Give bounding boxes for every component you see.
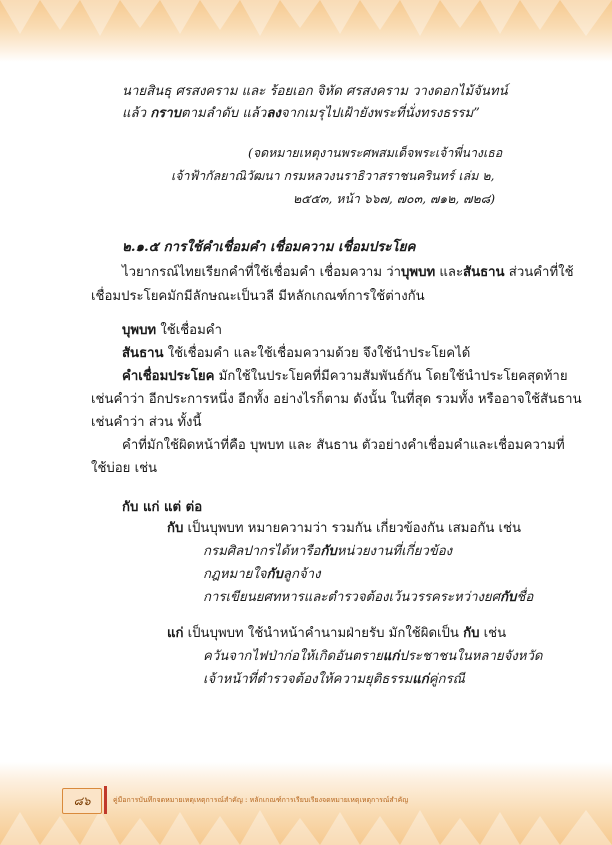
text-span: ส่วนคำที่ใช้ bbox=[504, 265, 574, 280]
text-span: ควันจากไฟป่าก่อให้เกิดอันตราย bbox=[203, 649, 383, 664]
example-group-title: กับ แก่ แต่ ต่อ bbox=[122, 500, 203, 515]
highlight-word: กับ bbox=[463, 626, 480, 641]
text-span: ไวยากรณ์ไทยเรียกคำที่ใช้เชื่อมคำ เชื่อมความ ว่า bbox=[122, 265, 402, 280]
definition-bupphabot bbox=[122, 323, 222, 339]
example-kae-sentence-1 bbox=[203, 649, 542, 665]
paragraph-1-line-1 bbox=[122, 265, 574, 281]
section-heading: ๒.๑.๕ การใช้คำเชื่อมคำ เชื่อมความ เชื่อมประโยค bbox=[122, 239, 416, 255]
term-bupphabot: บุพบท bbox=[401, 265, 436, 280]
quote-line-2 bbox=[122, 106, 480, 122]
text-span: เจ้าหน้าที่ตำรวจต้องให้ความยุติธรรม bbox=[203, 672, 413, 687]
text-span: คู่กรณี bbox=[428, 672, 465, 687]
definition-conjunction-line-2: เช่นคำว่า อีกประการหนึ่ง อีกทั้ง อย่างไรก็ตาม ดังนั้น ในที่สุด รวมทั้ง หรืออาจใช้สันธาน bbox=[91, 392, 582, 407]
definition-term: คำเชื่อมประโยค bbox=[122, 369, 215, 384]
definition-text: ใช้เชื่อมคำ bbox=[156, 323, 223, 338]
example-kap-sentence-1 bbox=[203, 544, 452, 560]
highlight-word: กับ bbox=[320, 544, 337, 559]
bold-verb: ลง bbox=[266, 106, 281, 121]
definition-santhan bbox=[122, 346, 470, 362]
footer-divider bbox=[104, 786, 107, 814]
citation-line-2: เจ้าฟ้ากัลยาณิวัฒนา กรมหลวงนราธิวาสราชนครินทร์ เล่ม ๒, bbox=[171, 168, 495, 183]
text-span: และ bbox=[435, 265, 464, 280]
example-text: เช่น bbox=[479, 626, 507, 641]
definition-text: มักใช้ในประโยคที่มีความสัมพันธ์กัน โดยใช้นำประโยคสุดท้าย bbox=[214, 369, 568, 384]
header-decoration bbox=[0, 0, 612, 62]
text-span: ตามลำดับ แล้ว bbox=[181, 106, 267, 121]
note-line-2: ใช้บ่อย เช่น bbox=[91, 461, 158, 476]
page-number: ๘๖ bbox=[62, 788, 102, 814]
bold-verb: กราบ bbox=[150, 106, 182, 121]
text-span: หน่วยงานที่เกี่ยวข้อง bbox=[336, 544, 453, 559]
paragraph-1-line-2: เชื่อมประโยคมักมีลักษณะเป็นวลี มีหลักเกณฑ์การใช้ต่างกัน bbox=[91, 289, 425, 304]
text-span: กรมศิลปากรได้หารือ bbox=[203, 544, 321, 559]
citation-line-1: (จดหมายเหตุงานพระศพสมเด็จพระเจ้าพี่นางเธอ bbox=[248, 145, 503, 160]
example-kae-sentence-2 bbox=[203, 672, 465, 688]
citation-line-3: ๒๕๕๓, หน้า ๖๖๗, ๗๐๓, ๗๑๒, ๗๒๘) bbox=[293, 191, 496, 206]
definition-text: ใช้เชื่อมคำ และใช้เชื่อมความด้วย จึงใช้นำประโยคได้ bbox=[163, 346, 471, 361]
text-span: แล้ว bbox=[122, 106, 151, 121]
text-span: ลูกจ้าง bbox=[282, 567, 321, 582]
definition-conjunction-line-1 bbox=[122, 369, 568, 385]
example-term: แก่ bbox=[167, 626, 184, 641]
highlight-word: กับ bbox=[266, 567, 283, 582]
definition-term: สันธาน bbox=[122, 346, 164, 361]
example-kap-sentence-3 bbox=[203, 590, 533, 606]
quote-line-1: นายสินธุ ศรสงคราม และ ร้อยเอก จิหัด ศรสงคราม วางดอกไม้จันทน์ bbox=[122, 84, 508, 99]
example-kap-definition bbox=[167, 521, 521, 537]
example-text: เป็นบุพบท หมายความว่า รวมกัน เกี่ยวข้องกัน เสมอกัน เช่น bbox=[183, 521, 522, 536]
definition-term: บุพบท bbox=[122, 323, 157, 338]
text-span: กฎหมายใจ bbox=[203, 567, 267, 582]
header-pattern bbox=[0, 0, 612, 62]
term-santhan: สันธาน bbox=[463, 265, 505, 280]
text-span: การเขียนยศทหารและตำรวจต้องเว้นวรรคระหว่างยศ bbox=[203, 590, 501, 605]
highlight-word: แก่ bbox=[412, 672, 429, 687]
highlight-word: กับ bbox=[500, 590, 517, 605]
footer-title: คู่มือการบันทึกจดหมายเหตุเหตุการณ์สำคัญ : หลักเกณฑ์การเรียบเรียงจดหมายเหตุเหตุการณ์สำคัญ bbox=[113, 796, 409, 804]
note-line-1: คำที่มักใช้ผิดหน้าที่คือ บุพบท และ สันธาน ตัวอย่างคำเชื่อมคำและเชื่อมความที่ bbox=[122, 438, 565, 453]
text-span: ประชาชนในหลายจังหวัด bbox=[399, 649, 543, 664]
highlight-word: แก่ bbox=[382, 649, 400, 664]
example-term: กับ bbox=[167, 521, 184, 536]
example-kap-sentence-2 bbox=[203, 567, 321, 583]
example-text: เป็นบุพบท ใช้นำหน้าคำนามฝ่ายรับ มักใช้ผิดเป็น bbox=[183, 626, 464, 641]
text-span: ชื่อ bbox=[516, 590, 534, 605]
definition-conjunction-line-3: เช่นคำว่า ส่วน ทั้งนี้ bbox=[91, 415, 202, 430]
text-span: จากเมรุไปเฝ้ายังพระที่นั่งทรงธรรม” bbox=[280, 106, 480, 121]
example-kae-definition bbox=[167, 626, 506, 642]
